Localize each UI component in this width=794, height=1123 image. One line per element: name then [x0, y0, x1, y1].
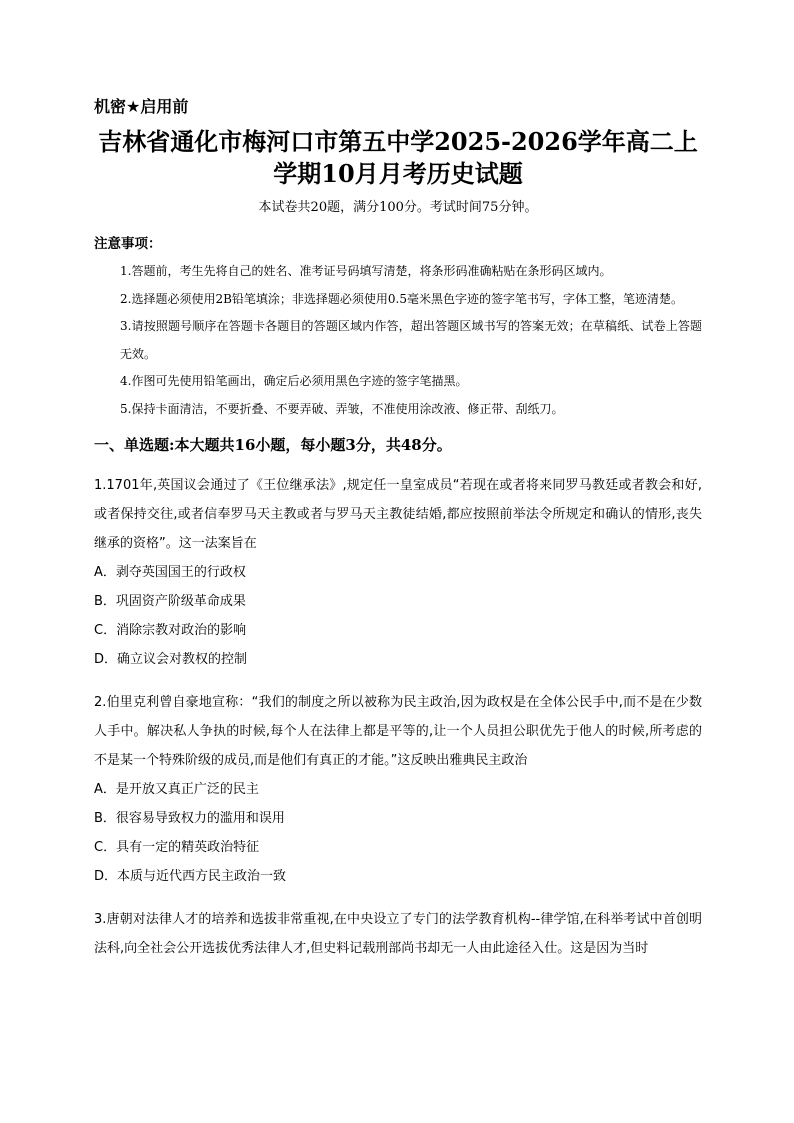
question-stem: 2.伯里克利曾自豪地宣称：“我们的制度之所以被称为民主政治,因为政权是在全体公民手中,而不是在少数人手中。解决私人争执的时候,每个人在法律上都是平等的,让一个人员担公职优先于他人的时候,所考虑的不是某一个特殊阶级的成员,而是他们有真正的才能。”这反映出雅典民主政治 — [94, 695, 702, 768]
notice-heading: 注意事项： — [94, 236, 162, 252]
confidential-label: 机密★启用前 — [94, 97, 189, 116]
question-stem: 1.1701年,英国议会通过了《王位继承法》,规定任一皇室成员“若现在或者将来同罗马教廷或者教会和好,或者保持交往,或者信奉罗马天主教或者与罗马天主教徒结婚,都应按照前举法令所规定和确认的情形,丧失继承的资格”。这一法案旨在 — [94, 478, 702, 551]
option-a: A．是开放又真正广泛的民主 — [94, 782, 259, 797]
section-heading: 一、单选题:本大题共16小题，每小题3分，共48分。 — [94, 436, 452, 454]
option-b: B．很容易导致权力的滥用和误用 — [94, 811, 285, 826]
option-c: C．具有一定的精英政治特征 — [94, 840, 260, 855]
question-2 — [94, 688, 702, 891]
notice-item: 5.保持卡面清洁，不要折叠、不要弄破、弄皱，不准使用涂改液、修正带、刮纸刀。 — [120, 401, 564, 416]
notice-block — [94, 234, 702, 423]
notice-list — [94, 258, 702, 423]
exam-title: 吉林省通化市梅河口市第五中学2025-2026学年高二上学期10月月考历史试题 — [98, 127, 698, 188]
question-3 — [94, 905, 702, 963]
question-1 — [94, 471, 702, 674]
notice-item: 4.作图可先使用铅笔画出，确定后必须用黑色字迹的签字笔描黑。 — [120, 374, 468, 388]
notice-item: 2.选择题必须使用2B铅笔填涂；非选择题必须使用0.5毫米黑色字迹的签字笔书写，字体工整，笔迹清楚。 — [120, 291, 683, 306]
option-c: C．消除宗教对政治的影响 — [94, 623, 247, 638]
notice-item: 1.答题前，考生先将自己的姓名、准考证号码填写清楚，将条形码准确粘贴在条形码区域内。 — [120, 264, 612, 278]
question-stem: 3.唐朝对法律人才的培养和选拔非常重视,在中央设立了专门的法学教育机构--律学馆,在科举考试中首创明法科,向全社会公开选拔优秀法律人才,但史料记载刑部尚书却无一人由此途径入仕。这是因为当时 — [94, 912, 702, 956]
option-d: D．本质与近代西方民主政治一致 — [94, 869, 287, 884]
option-a: A．剥夺英国国王的行政权 — [94, 565, 246, 580]
notice-item: 3.请按照题号顺序在答题卡各题目的答题区域内作答，超出答题区域书写的答案无效；在草稿纸、试卷上答题无效。 — [120, 319, 702, 361]
option-d: D．确立议会对教权的控制 — [94, 652, 248, 667]
option-b: B．巩固资产阶级革命成果 — [94, 594, 246, 609]
exam-subtitle: 本试卷共20题，满分100分。考试时间75分钟。 — [258, 200, 538, 215]
